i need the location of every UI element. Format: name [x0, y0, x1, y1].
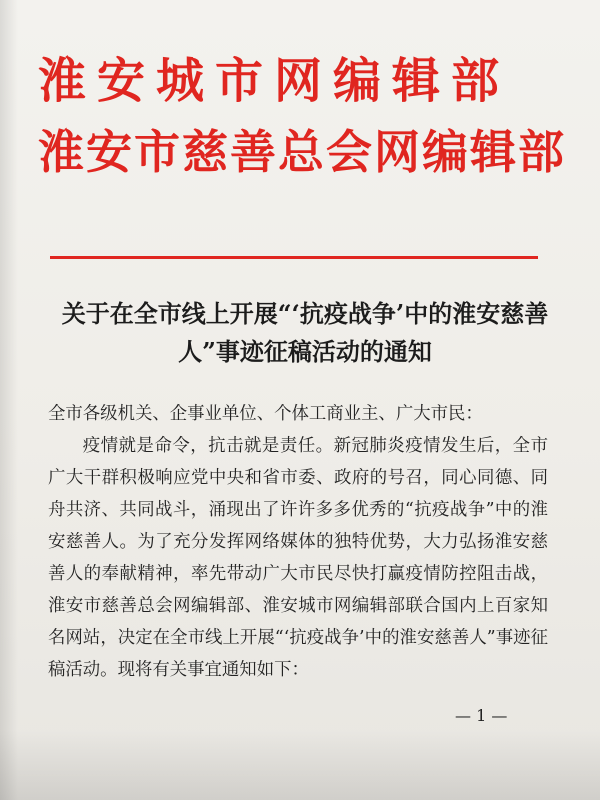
issuer-header-line-2: 淮安市慈善总会网编辑部 — [38, 125, 566, 179]
page-number: — 1 — — [455, 706, 508, 725]
page-shadow-bottom — [0, 730, 600, 800]
salutation: 全市各级机关、企事业单位、个体工商业主、广大市民： — [48, 404, 483, 424]
notice-title: 关于在全市线上开展“‘抗疫战争’中的淮安慈善人”事迹征稿活动的通知 — [61, 299, 549, 366]
issuer-header-line-1: 淮安城市网编辑部 — [38, 53, 511, 109]
page-shadow-left — [0, 0, 18, 800]
body-paragraph: 疫情就是命令，抗击就是责任。新冠肺炎疫情发生后，全市广大干群积极响应党中央和省市委、政府的号召，同心同德、同舟共济、共同战斗，涌现出了许许多多优秀的“抗疫战争”中的淮安慈善人。为了充分发挥网络媒体的独特优势，大力弘扬淮安慈善人的奉献精神，率先带动广大市民尽快打赢疫情防控阻击战，淮安市慈善总会网编辑部、淮安城市网编辑部联合国内上百家知名网站，决定在全市线上开展“‘抗疫战争’中的淮安慈善人”事迹征稿活动。现将有关事宜通知如下： — [48, 436, 548, 680]
notice-body — [48, 398, 548, 686]
red-divider-line — [50, 256, 538, 259]
